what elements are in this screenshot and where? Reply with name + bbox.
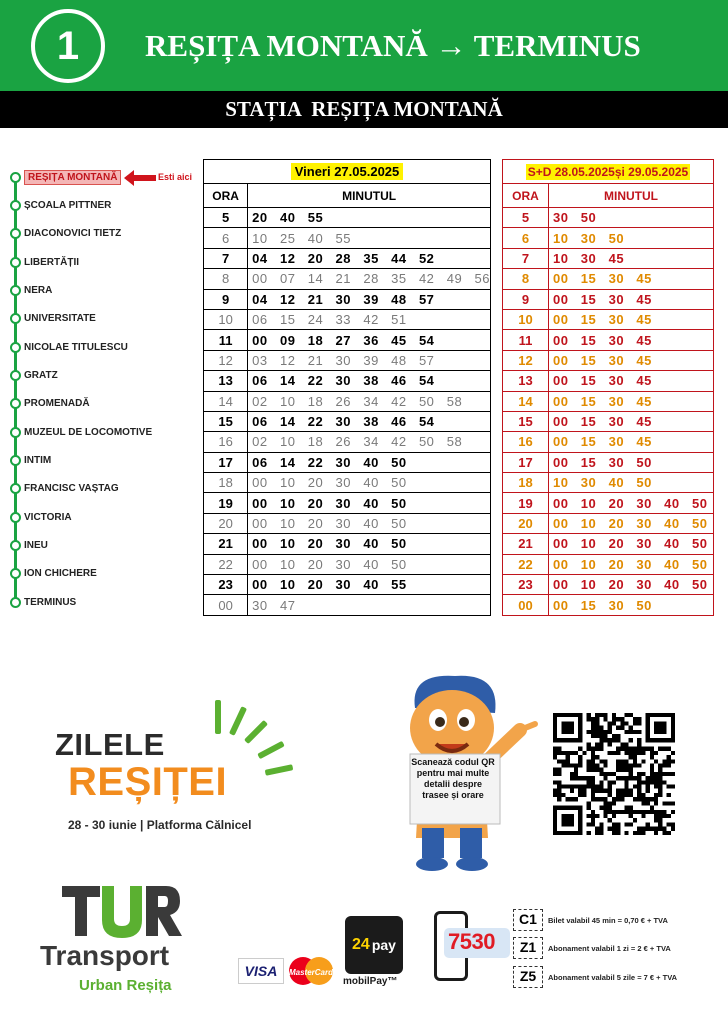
weekend-timetable <box>502 159 714 616</box>
hour-cell: 8 <box>204 269 248 289</box>
route-title: REȘIȚA MONTANĂ → TERMINUS <box>145 28 641 63</box>
ticket-code: C1 <box>513 909 543 931</box>
timetable-row <box>503 309 714 329</box>
timetable-row <box>204 269 491 289</box>
hour-cell: 00 <box>204 595 248 615</box>
stop-label: NERA <box>24 284 53 296</box>
timetable-row <box>204 493 491 513</box>
hour-cell: 12 <box>503 350 549 370</box>
minutes-cell: 10 30 40 50 <box>549 473 714 493</box>
ticket-description: Bilet valabil 45 min = 0,70 € + TVA <box>548 915 668 925</box>
stop-item <box>8 481 119 497</box>
stop-current <box>8 169 121 185</box>
hour-cell: 7 <box>204 248 248 268</box>
visa-logo: VISA <box>238 958 284 984</box>
stop-item <box>8 226 121 242</box>
stop-item <box>8 339 128 355</box>
hour-cell: 6 <box>503 228 549 248</box>
minutes-cell: 00 15 30 45 <box>549 269 714 289</box>
mastercard-label: MasterCard <box>288 968 334 977</box>
stop-dot-icon <box>10 427 21 438</box>
hour-header: ORA <box>204 184 248 208</box>
pay24-logo <box>345 916 403 974</box>
timetable-row <box>503 228 714 248</box>
timetable-row <box>503 269 714 289</box>
minutes-cell: 06 14 22 30 38 46 54 <box>248 371 491 391</box>
ticket-description: Abonament valabil 1 zi = 2 € + TVA <box>548 943 671 953</box>
minutes-cell: 00 10 20 30 40 55 <box>248 575 491 595</box>
stop-item <box>8 424 152 440</box>
hour-cell: 5 <box>503 208 549 228</box>
ticket-row <box>513 966 677 988</box>
hour-cell: 10 <box>204 309 248 329</box>
stop-label: DIACONOVICI TIETZ <box>24 228 122 240</box>
stop-label: ION CHICHERE <box>24 568 97 580</box>
stop-dot-icon <box>10 172 21 183</box>
hour-cell: 22 <box>204 554 248 574</box>
hour-cell: 11 <box>204 330 248 350</box>
timetable-row <box>204 309 491 329</box>
stop-label: TERMINUS <box>24 596 77 608</box>
minutes-cell: 00 15 30 45 <box>549 391 714 411</box>
timetable-row <box>204 371 491 391</box>
minutes-cell: 04 12 21 30 39 48 57 <box>248 289 491 309</box>
stop-item <box>8 453 51 469</box>
timetable-row <box>204 575 491 595</box>
stop-item <box>8 197 111 213</box>
stop-dot-icon <box>10 455 21 466</box>
hour-cell: 5 <box>204 208 248 228</box>
minutes-cell: 00 15 30 45 <box>549 371 714 391</box>
minutes-cell: 00 15 30 45 <box>549 289 714 309</box>
minutes-cell: 10 25 40 55 <box>248 228 491 248</box>
hour-cell: 12 <box>204 350 248 370</box>
timetable-row <box>503 554 714 574</box>
stop-label: REȘIȚA MONTANĂ <box>24 170 121 185</box>
pay24-number: 24 <box>352 936 370 953</box>
hour-cell: 18 <box>204 473 248 493</box>
hour-cell: 7 <box>503 248 549 268</box>
timetable-row <box>503 411 714 431</box>
stop-label: UNIVERSITATE <box>24 313 96 325</box>
timetable-row <box>503 493 714 513</box>
hour-cell: 15 <box>204 411 248 431</box>
minutes-cell: 00 10 20 30 40 50 <box>248 513 491 533</box>
timetable-row <box>204 208 491 228</box>
hour-cell: 20 <box>204 513 248 533</box>
minutes-cell: 00 15 30 45 <box>549 350 714 370</box>
timetable-row <box>204 289 491 309</box>
hour-cell: 9 <box>204 289 248 309</box>
minutes-cell: 00 10 20 30 40 50 <box>248 534 491 554</box>
hour-cell: 22 <box>503 554 549 574</box>
stop-label: INTIM <box>24 455 52 466</box>
ticket-row <box>513 937 671 959</box>
ticket-code: Z5 <box>513 966 543 988</box>
hour-cell: 13 <box>204 371 248 391</box>
hour-cell: 19 <box>503 493 549 513</box>
timetable-row <box>503 350 714 370</box>
minutes-cell: 02 10 18 26 34 42 50 58 <box>248 432 491 452</box>
timetable-row <box>204 534 491 554</box>
timetable-row <box>204 228 491 248</box>
stop-dot-icon <box>10 257 21 268</box>
stop-item <box>8 254 79 270</box>
minutes-cell: 04 12 20 28 35 44 52 <box>248 248 491 268</box>
timetable-row <box>503 513 714 533</box>
timetable-row <box>503 289 714 309</box>
stop-label: MUZEUL DE LOCOMOTIVE <box>24 426 153 438</box>
you-are-here-label: Esti aici <box>158 172 193 182</box>
brand-name: Transport <box>40 940 170 971</box>
hour-cell: 17 <box>503 452 549 472</box>
minutes-cell: 00 07 14 21 28 35 42 49 56 <box>248 269 491 289</box>
hour-cell: 14 <box>503 391 549 411</box>
timetable-row <box>503 575 714 595</box>
minutes-cell: 00 10 20 30 40 50 <box>549 493 714 513</box>
minutes-cell: 00 15 30 45 <box>549 411 714 431</box>
hour-cell: 23 <box>204 575 248 595</box>
hour-cell: 21 <box>503 534 549 554</box>
qr-code-icon[interactable] <box>553 713 675 835</box>
hour-cell: 20 <box>503 513 549 533</box>
timetable-row <box>503 595 714 615</box>
hour-cell: 14 <box>204 391 248 411</box>
stop-label: PROMENADĂ <box>24 398 90 410</box>
stop-dot-icon <box>10 285 21 296</box>
stop-dot-icon <box>10 483 21 494</box>
timetable-row <box>204 248 491 268</box>
hour-cell: 16 <box>503 432 549 452</box>
mascot-sign-text: Scanează codul QR pentru mai multe detalii despre trasee și orare <box>411 757 495 800</box>
minutes-cell: 06 15 24 33 42 51 <box>248 309 491 329</box>
minutes-cell: 00 10 20 30 40 50 <box>248 473 491 493</box>
mobilpay-logo: mobilPay™ <box>343 976 398 987</box>
station-title: STAȚIA REȘIȚA MONTANĂ <box>0 91 728 128</box>
ticket-description: Abonament valabil 5 zile = 7 € + TVA <box>548 972 678 982</box>
weekend-title: S+D 28.05.2025și 29.05.2025 <box>503 160 714 184</box>
minutes-cell: 00 15 30 45 <box>549 432 714 452</box>
minutes-cell: 00 10 20 30 40 50 <box>248 554 491 574</box>
timetable-row <box>503 473 714 493</box>
weekday-title: Vineri 27.05.2025 <box>204 160 491 184</box>
minutes-cell: 00 15 30 50 <box>549 595 714 615</box>
stop-item <box>8 509 72 525</box>
minutes-cell: 10 30 50 <box>549 228 714 248</box>
timetable-row <box>503 248 714 268</box>
stop-dot-icon <box>10 313 21 324</box>
tur-logo-icon <box>62 884 182 939</box>
stop-item <box>8 566 97 582</box>
route-header <box>0 0 728 91</box>
minutes-cell: 06 14 22 30 38 46 54 <box>248 411 491 431</box>
minutes-cell: 03 12 21 30 39 48 57 <box>248 350 491 370</box>
stop-dot-icon <box>10 228 21 239</box>
stop-list <box>8 166 203 606</box>
hour-cell: 8 <box>503 269 549 289</box>
stop-label: VICTORIA <box>24 511 72 523</box>
minutes-cell: 10 30 45 <box>549 248 714 268</box>
ticket-code: Z1 <box>513 937 543 959</box>
hour-cell: 19 <box>204 493 248 513</box>
hour-cell: 18 <box>503 473 549 493</box>
stop-dot-icon <box>10 370 21 381</box>
hour-header: ORA <box>503 184 549 208</box>
stop-dot-icon <box>10 342 21 353</box>
minutes-cell: 00 10 20 30 40 50 <box>549 534 714 554</box>
minutes-cell: 00 10 20 30 40 50 <box>248 493 491 513</box>
timetable-row <box>204 330 491 350</box>
stop-label: GRATZ <box>24 369 58 381</box>
hour-cell: 15 <box>503 411 549 431</box>
minutes-cell: 00 15 30 45 <box>549 330 714 350</box>
stop-label: NICOLAE TITULESCU <box>24 341 128 353</box>
timetable-row <box>204 411 491 431</box>
stop-label: ȘCOALA PITTNER <box>24 199 112 211</box>
hour-cell: 23 <box>503 575 549 595</box>
stop-dot-icon <box>10 512 21 523</box>
hour-cell: 16 <box>204 432 248 452</box>
stop-item <box>8 396 90 412</box>
stop-label: INEU <box>24 540 48 552</box>
minutes-cell: 00 10 20 30 40 50 <box>549 575 714 595</box>
timetable-row <box>503 534 714 554</box>
stop-label: FRANCISC VAȘTAG <box>24 483 119 495</box>
minutes-cell: 30 47 <box>248 595 491 615</box>
hour-cell: 10 <box>503 309 549 329</box>
minutes-cell: 00 15 30 50 <box>549 452 714 472</box>
timetable-row <box>204 595 491 615</box>
timetable-row <box>503 452 714 472</box>
stop-dot-icon <box>10 398 21 409</box>
stop-dot-icon <box>10 597 21 608</box>
mastercard-logo-icon <box>285 955 337 987</box>
hour-cell: 6 <box>204 228 248 248</box>
stop-item <box>8 282 52 298</box>
timetable-row <box>204 473 491 493</box>
stop-item <box>8 311 96 327</box>
minutes-cell: 00 10 20 30 40 50 <box>549 513 714 533</box>
stop-dot-icon <box>10 200 21 211</box>
stop-dot-icon <box>10 568 21 579</box>
minutes-cell: 06 14 22 30 40 50 <box>248 452 491 472</box>
ticket-row <box>513 909 668 931</box>
stop-label: LIBERTĂȚII <box>24 256 79 268</box>
timetable-row <box>503 208 714 228</box>
minutes-cell: 00 10 20 30 40 50 <box>549 554 714 574</box>
minutes-cell: 02 10 18 26 34 42 50 58 <box>248 391 491 411</box>
minute-header: MINUTUL <box>549 184 714 208</box>
festival-title-line2: REȘIȚEI <box>68 760 228 804</box>
hour-cell: 17 <box>204 452 248 472</box>
pay24-word: pay <box>371 937 396 953</box>
sms-number: 7530 <box>448 929 495 954</box>
stop-item <box>8 594 76 610</box>
timetable-row <box>204 554 491 574</box>
timetable-row <box>204 452 491 472</box>
minutes-cell: 20 40 55 <box>248 208 491 228</box>
minutes-cell: 00 09 18 27 36 45 54 <box>248 330 491 350</box>
hour-cell: 9 <box>503 289 549 309</box>
stop-item <box>8 367 58 383</box>
timetable-row <box>503 371 714 391</box>
timetable-row <box>204 513 491 533</box>
stop-dot-icon <box>10 540 21 551</box>
festival-title-line1: ZILELE <box>55 727 165 762</box>
route-number-badge: 1 <box>31 9 105 83</box>
minutes-cell: 00 15 30 45 <box>549 309 714 329</box>
minutes-cell: 30 50 <box>549 208 714 228</box>
timetable-row <box>204 432 491 452</box>
timetable-row <box>204 350 491 370</box>
timetable-row <box>503 391 714 411</box>
hour-cell: 11 <box>503 330 549 350</box>
timetable-row <box>503 432 714 452</box>
stop-item <box>8 538 48 554</box>
hour-cell: 13 <box>503 371 549 391</box>
brand-subtitle: Urban Reșița <box>79 977 172 994</box>
you-are-here-arrow-icon <box>124 170 156 186</box>
timetable-row <box>503 330 714 350</box>
festival-dates: 28 - 30 iunie | Platforma Călnicel <box>68 818 252 832</box>
hour-cell: 21 <box>204 534 248 554</box>
weekday-timetable <box>203 159 491 616</box>
minute-header: MINUTUL <box>248 184 491 208</box>
hour-cell: 00 <box>503 595 549 615</box>
timetable-row <box>204 391 491 411</box>
